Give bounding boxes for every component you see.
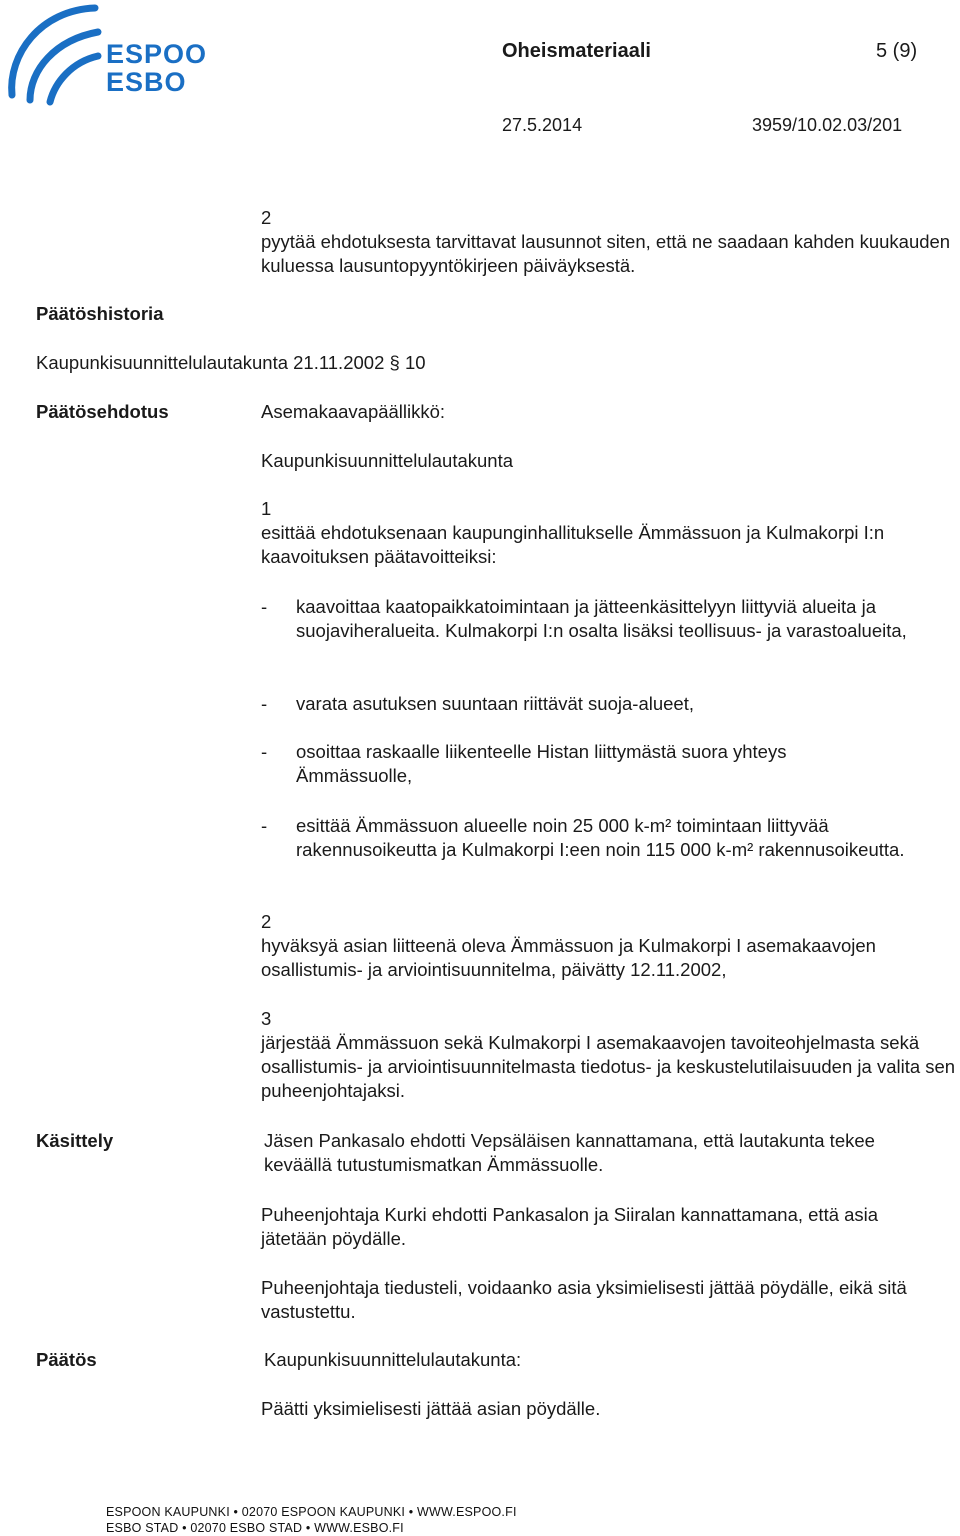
logo-wordmark bbox=[106, 40, 207, 96]
history-heading: Päätöshistoria bbox=[36, 303, 164, 324]
footer-line-swedish: ESBO STAD • 02070 ESBO STAD • WWW.ESBO.FI bbox=[106, 1521, 404, 1535]
bullet-text: varata asutuksen suuntaan riittävät suoja-alueet, bbox=[296, 693, 694, 714]
bullet-text: osoittaa raskaalle liikenteelle Histan liittymästä suora yhteys Ämmässuolle, bbox=[296, 741, 787, 786]
footer-line-finnish: ESPOON KAUPUNKI • 02070 ESPOON KAUPUNKI • WWW.ESPOO.FI bbox=[106, 1505, 517, 1519]
intro-number: 2 bbox=[261, 207, 272, 228]
history-meeting-name: Kaupunkisuunnittelulautakunta 21.11.2002 bbox=[36, 352, 385, 373]
proposal-board: Kaupunkisuunnittelulautakunta bbox=[261, 450, 513, 471]
document-title: Oheismateriaali bbox=[502, 40, 651, 62]
history-meeting bbox=[36, 351, 636, 375]
logo-line-espoo: ESPOO bbox=[106, 39, 208, 69]
handling-paragraph: Jäsen Pankasalo ehdotti Vepsäläisen kannattamana, että lautakunta tekee keväällä tutustumismatkan Ämmässuolle. bbox=[264, 1130, 875, 1175]
bullet-dash: - bbox=[261, 596, 268, 617]
decision-text: Päätti yksimielisesti jättää asian pöydälle. bbox=[261, 1398, 601, 1419]
item3-number: 3 bbox=[261, 1008, 272, 1029]
item1-text: esittää ehdotuksenaan kaupunginhallitukselle Ämmässuon ja Kulmakorpi I:n kaavoituksen päätavoitteiksi: bbox=[261, 522, 885, 567]
page-number: 5 (9) bbox=[876, 40, 918, 62]
decision-board: Kaupunkisuunnittelulautakunta: bbox=[264, 1349, 522, 1370]
handling-paragraph: Puheenjohtaja Kurki ehdotti Pankasalon ja Siiralan kannattamana, että asia jätetään pöydälle. bbox=[261, 1204, 879, 1249]
section-number: 10 bbox=[404, 352, 426, 373]
bullet-text: kaavoittaa kaatopaikkatoimintaan ja jätteenkäsittelyyn liittyviä alueita ja suojaviheralueita. Kulmakorpi I:n osalta lisäksi teollisuus- ja varastoalueita, bbox=[296, 596, 907, 641]
document-reference: 3959/10.02.03/201 bbox=[752, 115, 903, 135]
item3-text: järjestää Ämmässuon sekä Kulmakorpi I asemakaavojen tavoiteohjelmasta sekä osallistumis- ja arviointisuunnitelmasta tiedotus- ja keskustelutilaisuuden ja valita sen puheenjohtajaksi. bbox=[261, 1032, 956, 1101]
intro-text: pyytää ehdotuksesta tarvittavat lausunnot siten, että ne saadaan kahden kuukauden kuluessa lausuntopyyntökirjeen päiväyksestä. bbox=[261, 231, 951, 276]
document-date: 27.5.2014 bbox=[502, 115, 583, 135]
decision-label: Päätös bbox=[36, 1349, 97, 1370]
item1-number: 1 bbox=[261, 498, 272, 519]
logo-line-esbo: ESBO bbox=[106, 67, 187, 97]
handling-paragraph: Puheenjohtaja tiedusteli, voidaanko asia yksimielisesti jättää pöydälle, eikä sitä vastustettu. bbox=[261, 1277, 907, 1322]
bullet-text: esittää Ämmässuon alueelle noin 25 000 k-m² toimintaan liittyvää rakennusoikeutta ja Kulmakorpi I:een noin 115 000 k-m² rakennusoikeutta. bbox=[296, 815, 905, 860]
logo-swirl-icon bbox=[0, 0, 110, 110]
proposal-label: Päätösehdotus bbox=[36, 401, 169, 422]
handling-label: Käsittely bbox=[36, 1130, 114, 1151]
espoo-logo bbox=[0, 0, 208, 110]
proposal-presenter: Asemakaavapäällikkö: bbox=[261, 401, 446, 422]
section-mark: § bbox=[389, 352, 400, 373]
bullet-dash: - bbox=[261, 815, 268, 836]
item2-number: 2 bbox=[261, 911, 272, 932]
bullet-dash: - bbox=[261, 693, 268, 714]
bullet-dash: - bbox=[261, 741, 268, 762]
item2-text: hyväksyä asian liitteenä oleva Ämmässuon ja Kulmakorpi I asemakaavojen osallistumis- ja arviointisuunnitelma, päivätty 12.11.2002, bbox=[261, 935, 876, 980]
